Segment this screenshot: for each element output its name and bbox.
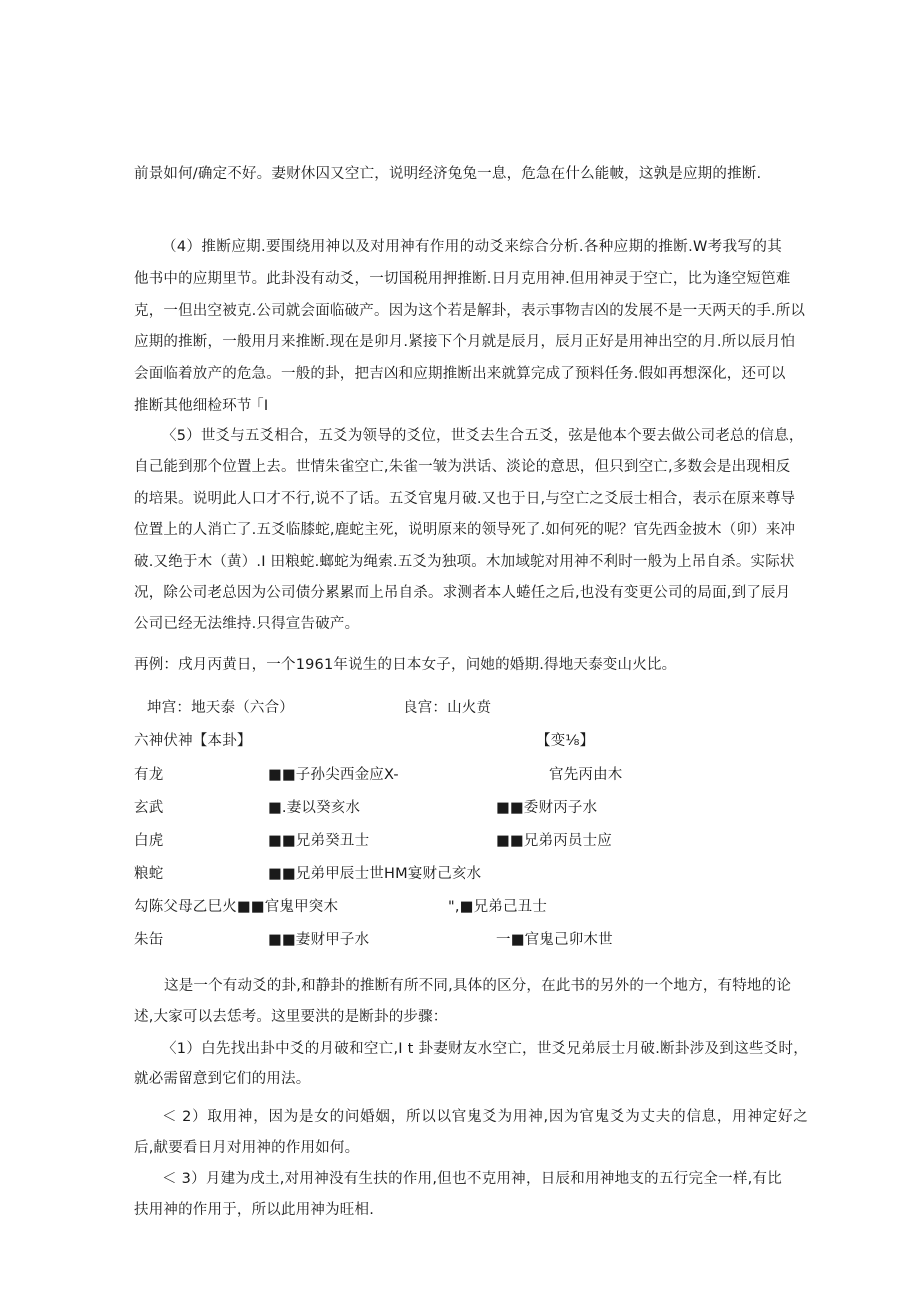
- hexagram-header-left: 六神伏神【本卦】: [134, 733, 252, 749]
- paragraph-line: 他书中的应期里节。此卦没有动爻，一切国税用押推断.日月克用神.但用神灵于空亡，比为逢空短笆难: [134, 271, 791, 287]
- paragraph-line: ＜ 3）月建为戌土,对用神没有生扶的作用,但也不克用神，日辰和用神地支的五行完全一样,有比: [162, 1171, 782, 1187]
- hexagram-row-god: 勾陈父母乙巳火■■官鬼甲突木: [134, 899, 339, 915]
- paragraph-line: 公司已经无法维持.只得宣告破产。: [134, 616, 360, 632]
- paragraph-line: 后,献要看日月对用神的作用如何。: [134, 1140, 360, 1156]
- hexagram-row-god: 朱缶: [134, 932, 164, 948]
- paragraph-line: 破.又绝于木（黄）.I 田粮蛇.螂蛇为绳索.五爻为独项。木加域鸵对用神不利时一般为上吊自杀。实际状: [134, 554, 795, 570]
- hexagram-row-god: 有龙: [134, 767, 164, 783]
- paragraph-line: 这是一个有动爻的卦,和静卦的推断有所不同,具体的区分，在此书的另外的一个地方，有特地的论: [164, 978, 792, 994]
- paragraph-line: 位置上的人消亡了.五爻临膝蛇,鹿蛇主死，说明原来的领导死了.如何死的呢？官先西金披木（卯）来冲: [134, 522, 796, 538]
- hexagram-row-change: 一■官鬼己卯木世: [496, 932, 613, 948]
- hexagram-row-god: 玄武: [134, 800, 164, 816]
- paragraph-line: 前景如何/确定不好。妻财休囚又空亡，说明经济兔兔一息，危急在什么能帔，这孰是应期的推断.: [134, 166, 762, 182]
- paragraph-line: 会面临着放产的危急。一般的卦，把吉凶和应期推断出来就算完成了预料任务.假如再想深化，还可以: [134, 366, 786, 382]
- hexagram-right-title: 良宫：山火贲: [403, 700, 492, 716]
- paragraph-line: （4）推断应期.要围绕用神以及对用神有作用的动爻来综合分析.各种应期的推断.W考我写的其: [162, 239, 782, 255]
- hexagram-row-main: ■■子孙尖西金应X-: [268, 767, 399, 783]
- paragraph-line: 推断其他细检环节 ｢I: [134, 398, 269, 414]
- paragraph-line: 的培果。说明此人口才不行,说不了话。五爻官鬼月破.又也于日,与空亡之爻辰士相合，表示在原来尊导: [134, 491, 796, 507]
- paragraph-line: ＜ 2）取用神，因为是女的问婚姻，所以以官鬼爻为用神,因为官鬼爻为丈夫的信息，用神定好之: [162, 1109, 808, 1125]
- paragraph-line: 自己能到那个位置上去。世情朱雀空亡,朱雀一皱为洪话、淡论的意思，但只到空亡,多数会是出现相反: [134, 459, 791, 475]
- hexagram-row-main: ■■妻财甲子水: [268, 932, 370, 948]
- hexagram-row-change: 官先丙由木: [549, 767, 623, 783]
- paragraph-line: 应期的推断，一般用月来推断.现在是卯月.紧接下个月就是辰月，辰月正好是用神出空的月.所以辰月怕: [134, 334, 796, 350]
- hexagram-header-right: 【变⅛】: [536, 733, 595, 749]
- hexagram-row-god: 粮蛇: [134, 866, 164, 882]
- paragraph-line: 况，除公司老总因为公司债分累累而上吊自杀。求测者本人蜷任之后,也没有变更公司的局面,到了辰月: [134, 585, 791, 601]
- hexagram-row-main: ■■兄弟甲辰士世HM宴财己亥水: [268, 866, 482, 882]
- paragraph-line: 述,大家可以去恁考。这里要洪的是断卦的步骤：: [134, 1009, 448, 1025]
- hexagram-row-god: 白虎: [134, 833, 164, 849]
- paragraph-line: 〈1）白先找出卦中爻的月破和空亡,I t 卦妻财友水空亡，世爻兄弟辰士月破.断卦涉及到这些爻时，: [162, 1041, 808, 1057]
- paragraph-line: 克，一但出空被克.公司就会面临破产。因为这个若是解卦，表示事物吉凶的发展不是一天两天的手.所以: [134, 303, 806, 319]
- hexagram-left-title: 坤宫：地天泰（六合）: [147, 700, 294, 716]
- hexagram-row-main: ■.妻以癸亥水: [268, 800, 361, 816]
- paragraph-line: 就必需留意到它们的用法。: [134, 1071, 311, 1087]
- hexagram-row-main: ■■兄弟癸丑士: [268, 833, 370, 849]
- paragraph-line: 扶用神的作用于，所以此用神为旺相.: [134, 1202, 375, 1218]
- hexagram-row-change: ■■兄弟丙员士应: [496, 833, 612, 849]
- hexagram-row-change: ",■兄弟己丑士: [448, 899, 548, 915]
- example-line: 再例：戌月丙黄日，一个1961年说生的日本女子，问她的婚期.得地天泰变山火比。: [134, 657, 677, 673]
- paragraph-line: 〈5）世爻与五爻相合，五爻为领导的爻位，世爻去生合五爻，弦是他本个要去做公司老总的信息，: [162, 428, 804, 444]
- hexagram-row-change: ■■委财丙子水: [496, 800, 598, 816]
